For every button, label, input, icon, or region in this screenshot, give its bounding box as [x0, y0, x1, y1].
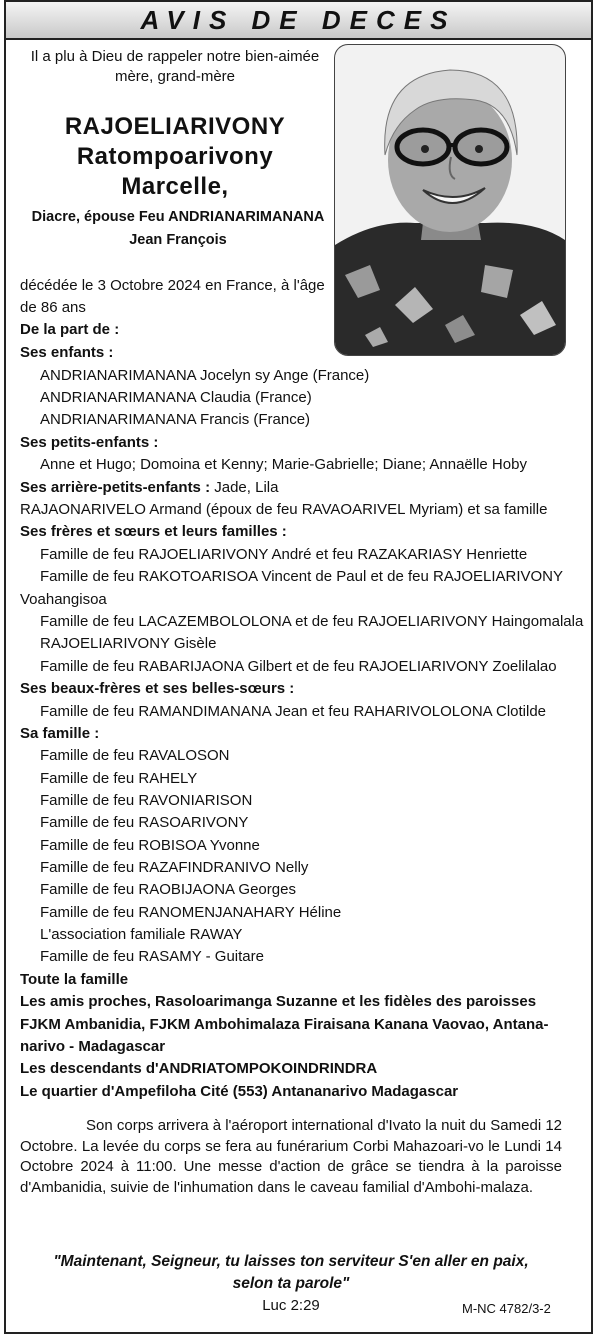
great-grandchildren-heading: Ses arrière-petits-enfants : [20, 479, 211, 496]
closing-line: Les descendants d'ANDRIATOMPOKOINDRINDRA [20, 1060, 378, 1077]
family-item: Famille de feu ROBISOA Yvonne [40, 837, 260, 854]
death-info-line-2: de 86 ans [20, 299, 86, 316]
children-heading: Ses enfants : [20, 344, 114, 361]
child-item: ANDRIANARIMANANA Claudia (France) [40, 389, 312, 406]
family-heading: Sa famille : [20, 725, 100, 742]
deceased-name-2: Ratompoarivony [76, 143, 274, 170]
intro-line-2: mère, grand-mère [114, 68, 236, 85]
sibling-item-cont: Voahangisoa [20, 591, 107, 608]
quote-line-2: selon ta parole" [232, 1275, 350, 1292]
family-item: Famille de feu RAZAFINDRANIVO Nelly [40, 859, 309, 876]
family-item: L'association familiale RAWAY [40, 926, 243, 943]
grandchildren-list: Anne et Hugo; Domoina et Kenny; Marie-Gabrielle; Diane; Annaëlle Hoby [40, 456, 527, 473]
in-laws-heading: Ses beaux-frères et ses belles-sœurs : [20, 680, 295, 697]
from-heading: De la part de : [20, 321, 120, 338]
sibling-item: Famille de feu RAJOELIARIVONY André et feu RAZAKARIASY Henriette [40, 546, 528, 563]
sibling-item: Famille de feu LACAZEMBOLOLONA et de feu RAJOELIARIVONY Haingomalala [40, 613, 584, 630]
ad-code: M-NC 4782/3-2 [462, 1301, 551, 1316]
closing-line: Les amis proches, Rasoloarimanga Suzanne et les fidèles des paroisses [20, 993, 537, 1010]
family-item: Famille de feu RAVONIARISON [40, 792, 253, 809]
child-item: ANDRIANARIMANANA Francis (France) [40, 411, 311, 428]
great-grandchildren-cont: RAJAONARIVELO Armand (époux de feu RAVAOARIVEL Myriam) et sa famille [20, 501, 548, 518]
sibling-item: Famille de feu RABARIJAONA Gilbert et de feu RAJOELIARIVONY Zoelilalao [40, 658, 557, 675]
portrait-photo [334, 44, 566, 356]
closing-line: FJKM Ambanidia, FJKM Ambohimalaza Firaisana Kanana Vaovao, Antana- [20, 1016, 549, 1033]
quote-line-1: "Maintenant, Seigneur, tu laisses ton serviteur S'en aller en paix, [53, 1253, 529, 1270]
in-laws-item: Famille de feu RAMANDIMANANA Jean et feu RAHARIVOLOLONA Clotilde [40, 703, 547, 720]
death-info-line-1: décédée le 3 Octobre 2024 en France, à l'âge [20, 277, 325, 294]
closing-line: narivo - Madagascar [20, 1038, 166, 1055]
ceremony-paragraph: Son corps arrivera à l'aéroport international d'Ivato la nuit du Samedi 12 Octobre. La levée du corps se fera au funérarium Corbi Mahazoari-vo le Lundi 14 Octobre 2024 à 11:00. Une messe d'action de grâce se tiendra à la paroisse d'Ambanidia, suivie de l'inhumation dans le caveau familial d'Ambohi-malaza. [20, 1117, 563, 1196]
family-item: Famille de feu RANOMENJANAHARY Héline [40, 904, 342, 921]
great-grandchildren-line [20, 478, 278, 498]
closing-line: Le quartier d'Ampefiloha Cité (553) Antananarivo Madagascar [20, 1083, 459, 1100]
sibling-item: RAJOELIARIVONY Gisèle [40, 635, 217, 652]
siblings-heading: Ses frères et sœurs et leurs familles : [20, 523, 287, 540]
family-item: Famille de feu RASOARIVONY [40, 814, 249, 831]
family-item: Famille de feu RASAMY - Guitare [40, 948, 264, 965]
banner-title: AVIS DE DECES [4, 0, 593, 40]
grandchildren-heading: Ses petits-enfants : [20, 434, 159, 451]
child-item: ANDRIANARIMANANA Jocelyn sy Ange (France) [40, 367, 370, 384]
family-item: Famille de feu RAVALOSON [40, 747, 230, 764]
deceased-surname: RAJOELIARIVONY [64, 113, 286, 140]
quote-reference: Luc 2:29 [262, 1297, 320, 1314]
sibling-item: Famille de feu RAKOTOARISOA Vincent de Paul et de feu RAJOELIARIVONY [40, 568, 564, 585]
title-line-2: Jean François [129, 232, 227, 248]
title-line-1: Diacre, épouse Feu ANDRIANARIMANANA [31, 209, 325, 225]
closing-line: Toute la famille [20, 971, 129, 988]
family-item: Famille de feu RAHELY [40, 770, 198, 787]
intro-line-1: Il a plu à Dieu de rappeler notre bien-aimée [30, 48, 320, 65]
great-grandchildren-names: Jade, Lila [214, 479, 279, 496]
family-item: Famille de feu RAOBIJAONA Georges [40, 881, 296, 898]
deceased-first-name: Marcelle, [121, 173, 229, 200]
